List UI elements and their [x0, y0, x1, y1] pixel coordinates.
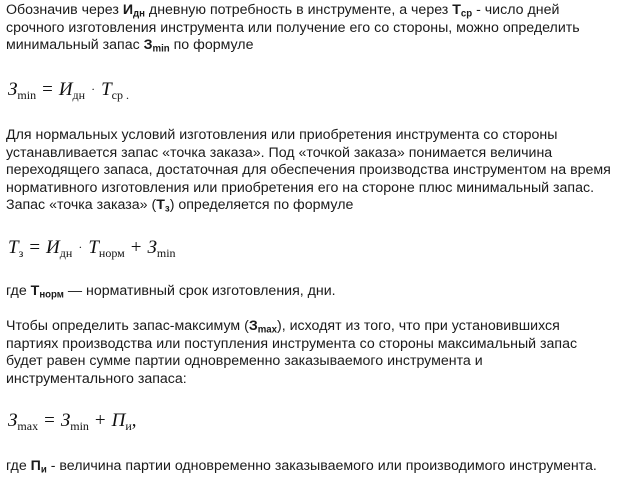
p-line: где $П_и$ - величина партии одновременно заказываемого или производимого инструмента. [6, 458, 597, 476]
max-line-1: Чтобы определить запас-максимум $(З_{max})$, исходят из того, что при установившихся [6, 318, 560, 336]
intro-line-3: минимальный запас $З_{min}$ по формуле [6, 37, 254, 55]
max-line-3: будет равен сумме партии одновременно заказываемого инструмента и [6, 353, 483, 369]
order-line-2: устанавливается запас «точка заказа». Под «точкой заказа» понимается величина [6, 144, 553, 161]
paragraph-intro [6, 2, 624, 55]
formula-z-max: $З_{max} = З_{min} + П_и$, [8, 410, 137, 433]
symbol-t-norm: $Т_{норм}$ [30, 283, 64, 301]
order-line-3: переходящего запаса, достаточная для обеспечения производства инструментом на время [6, 162, 611, 178]
t-norm-line: где $Т_{норм}$ — нормативный срок изготовления, дни. [6, 283, 336, 301]
intro-line-2: срочного изготовления инструмента или получение его со стороны, можно определить [6, 19, 580, 36]
paragraph-p-definition [6, 458, 624, 476]
symbol-t-sr: $Т_{ср}$ [452, 2, 473, 20]
paragraph-order-point [6, 127, 624, 215]
order-line-5: Запас «точка заказа» $(Т_з)$ определяется по формуле [6, 197, 354, 215]
formula-z-min: $З_{min} = И_{дн} \cdot Т_{ср}$ $_.$ [8, 79, 129, 102]
symbol-t-z: $Т_з$ [156, 197, 170, 215]
formula-t-z: $Т_з = И_{дн} \cdot Т_{норм} + З_{min}$ [8, 237, 176, 260]
max-line-4: инструментального запаса: [6, 370, 187, 387]
symbol-p-i: $П_и$ [30, 458, 47, 476]
intro-line-1: Обозначив через $И_{дн}$ дневную потребность в инструменте, а через $Т_{ср}$ - число дней [6, 2, 560, 20]
order-line-4: нормативного изготовления или приобретения его на стороне плюс минимальный запас. [6, 179, 595, 196]
max-line-2: партиях производства или поступления инструмента со стороны максимальный запас [6, 335, 578, 352]
symbol-i-dn: $И_{дн}$ [122, 2, 145, 20]
symbol-z-min: $З_{min}$ [143, 37, 170, 55]
paragraph-max-stock [6, 318, 624, 388]
paragraph-t-norm-definition [6, 283, 624, 301]
symbol-z-max: $З_{max}$ [248, 318, 277, 336]
order-line-1: Для нормальных условий изготовления или приобретения инструмента со стороны [6, 127, 558, 143]
